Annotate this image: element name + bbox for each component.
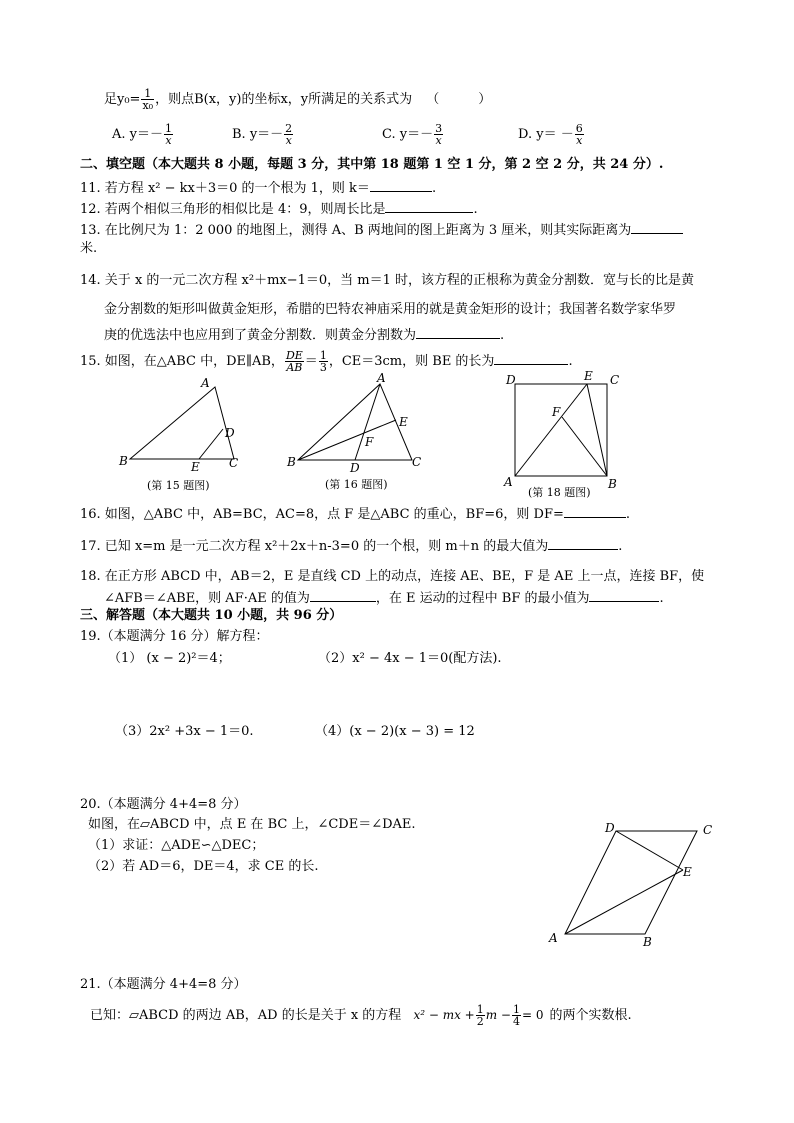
q18-answer-blank-2 [589, 589, 659, 602]
q11: 11. 若方程 x² − kx＋3＝0 的一个根为 1，则 k＝ . [80, 181, 437, 196]
fig15-caption: (第 15 题图) [147, 479, 210, 492]
fig15-label-c: C [229, 456, 239, 470]
fig18-label-e: E [584, 369, 593, 383]
q20-head: 20.（本题满分 4+4=8 分） [80, 797, 247, 812]
fig16-caption: (第 16 题图) [325, 478, 388, 491]
q10-option-d: D. y＝ － $\frac{6}{x}$ [518, 122, 583, 147]
q17: 17. 已知 x=m 是一元二次方程 x²＋2x＋n-3=0 的一个根，则 m＋n 的最大值为 . [80, 539, 623, 554]
q16-answer-blank [564, 505, 626, 518]
q15-answer-blank [494, 352, 568, 365]
q16: 16. 如图，△ABC 中，AB=BC，AC=8，点 F 是△ABC 的重心，BF=6，则 DF= . [80, 507, 631, 522]
q20-part2: （2）若 AD＝6，DE＝4，求 CE 的长. [88, 859, 319, 874]
fig20-label-d: D [605, 821, 615, 835]
q13-end: 米. [80, 241, 98, 256]
fig20-label-c: C [703, 823, 713, 837]
q12: 12. 若两个相似三角形的相似比是 4：9，则周长比是 . [80, 202, 478, 217]
fig16-label-a: A [377, 371, 386, 385]
fig16-label-d: D [350, 461, 360, 475]
fig20-label-b: B [643, 935, 652, 949]
q19-part3: （3）2x² +3x − 1＝0. [115, 724, 254, 739]
q14-line3: 庚的优选法中也应用到了黄金分割数．则黄金分割数为 . [104, 328, 505, 343]
fig18-label-a: A [504, 475, 513, 489]
figure-15 [115, 375, 245, 495]
q21-head: 21.（本题满分 4+4=8 分） [80, 977, 247, 992]
fig20-label-e: E [683, 865, 692, 879]
q18-line1: 18. 在正方形 ABCD 中，AB＝2，E 是直线 CD 上的动点，连接 AE、BE，F 是 AE 上一点，连接 BF，使 [80, 569, 705, 584]
q11-answer-blank [370, 179, 432, 192]
section-3-title: 三、解答题（本大题共 10 小题，共 96 分） [80, 608, 343, 623]
q10-option-b: B. y＝－ $\frac{2}{x}$ [232, 122, 293, 147]
q14-line1: 14. 关于 x 的一元二次方程 x²＋mx−1＝0，当 m＝1 时，该方程的正根称为黄金分割数．宽与长的比是黄 [80, 273, 695, 288]
fig16-label-f: F [365, 435, 374, 449]
fig16-label-c: C [412, 455, 422, 469]
q20-stem: 如图，在▱ABCD 中，点 E 在 BC 上，∠CDE＝∠DAE. [88, 817, 416, 832]
q21-stem: 已知：▱ABCD 的两边 AB，AD 的长是关于 x 的方程 x² − mx + $\frac{1}{2}$ m − $\frac{1}{4}$ = 0 的两个实数根. [90, 1003, 632, 1028]
q14-answer-blank [416, 326, 500, 339]
fig15-label-a: A [201, 376, 210, 390]
q13: 13. 在比例尺为 1：2 000 的地图上，测得 A、B 两地间的图上距离为 3 厘米，则其实际距离为 [80, 221, 683, 239]
fig18-label-d: D [506, 373, 516, 387]
fig15-label-e: E [191, 460, 200, 474]
fig18-label-b: B [608, 477, 617, 491]
q19-part2: （2）x² − 4x − 1＝0(配方法). [318, 651, 502, 666]
q20-part1: （1）求证：△ADE∽△DEC； [88, 838, 265, 853]
q10-option-c: C. y＝－ $\frac{3}{x}$ [382, 122, 443, 147]
q10-option-a: A. y＝－ $\frac{1}{x}$ [112, 122, 172, 147]
q13-answer-blank [631, 221, 683, 234]
q15: 15. 如图，在△ABC 中，DE∥AB， $\frac{DE}{AB}$ ＝ $\frac{1}{3}$ ，CE＝3cm，则 BE 的长为 . [80, 349, 573, 374]
q10-stem: 足y₀= $\frac{1}{\text{x₀}}$ ，则点B(x，y)的坐标x，y所满足的关系式为 （ ） [104, 87, 492, 112]
section-2-title: 二、填空题（本大题共 8 小题，每题 3 分，其中第 18 题第 1 空 1 分，第 2 空 2 分，共 24 分）. [80, 157, 664, 172]
figure-18 [500, 370, 630, 500]
fig18-label-c: C [610, 373, 620, 387]
fig18-label-f: F [552, 405, 561, 419]
q19-part1: （1） (x − 2)²＝4； [108, 651, 231, 666]
fig16-label-e: E [399, 415, 408, 429]
q18-answer-blank-1 [310, 589, 376, 602]
q19-head: 19.（本题满分 16 分）解方程： [80, 629, 269, 644]
fig16-label-b: B [287, 455, 296, 469]
q14-line2: 金分割数的矩形叫做黄金矩形，希腊的巴特农神庙采用的就是黄金矩形的设计；我国著名数学家华罗 [104, 302, 677, 317]
figure-20 [545, 820, 725, 950]
fig15-label-b: B [119, 454, 128, 468]
fig15-label-d: D [225, 426, 235, 440]
q12-answer-blank [385, 200, 473, 213]
fig18-caption: (第 18 题图) [528, 486, 591, 499]
q18-line2: ∠AFB＝∠ABE，则 AF·AE 的值为 ，在 E 运动的过程中 BF 的最小值为 . [104, 591, 664, 606]
q17-answer-blank [548, 537, 618, 550]
figure-16 [285, 372, 425, 494]
fig20-label-a: A [549, 931, 558, 945]
q19-part4: （4）(x − 2)(x − 3) = 12 [315, 724, 475, 739]
q10-fraction: $\frac{1}{\text{x₀}}$ [142, 87, 154, 112]
